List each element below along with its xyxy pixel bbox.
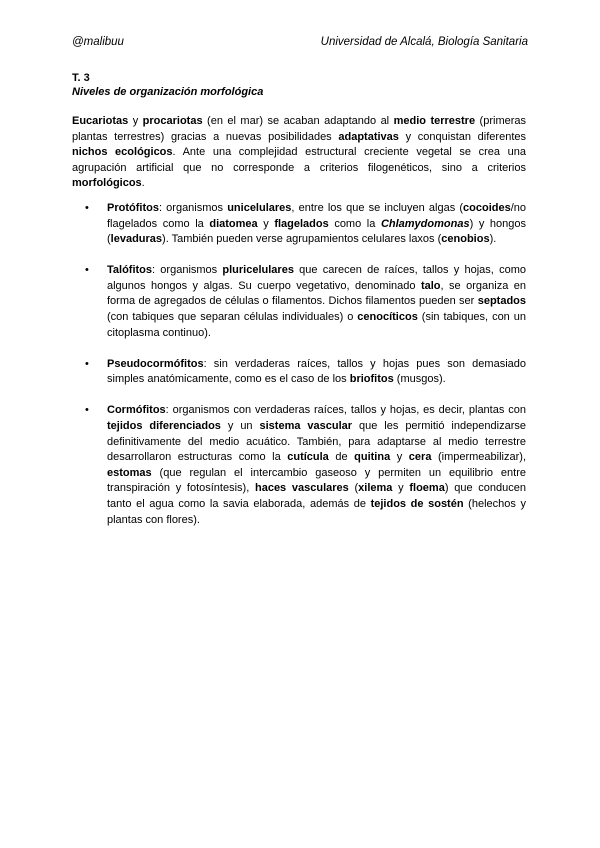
list-item-cormofitos <box>72 403 526 528</box>
text-run: y <box>128 115 143 127</box>
text-run: y <box>390 451 409 464</box>
bold-term: procariotas <box>142 115 203 127</box>
text-run: que les permitió independizarse definitivamente del medio acuático. También, para adaptarse al medio terrestre desarrollaron estructuras como la <box>107 420 526 464</box>
text-run: y <box>257 217 275 230</box>
bold-term: flagelados <box>274 217 329 230</box>
bold-term: tejidos de sostén <box>370 498 464 510</box>
bold-term: septados <box>477 295 526 308</box>
text-run: : organismos <box>158 202 228 214</box>
list-item-pseudocormofitos <box>72 357 526 388</box>
text-run: (musgos). <box>393 373 446 386</box>
text-run: , se organiza en forma de agregados de células o filamentos. Dichos filamentos pueden ser <box>107 279 527 308</box>
bold-term: haces vasculares <box>254 482 349 495</box>
text-run: : organismos con verdaderas raíces, tallos y hojas, es decir, plantas con <box>165 404 526 417</box>
text-run: ( <box>348 482 359 495</box>
bold-term: adaptativas <box>338 130 399 143</box>
bold-term: Pseudocormófitos <box>107 357 204 370</box>
bullet-icon: • <box>85 357 89 370</box>
bold-term: cutícula <box>287 451 329 464</box>
text-run: (helechos y plantas con flores). <box>107 498 526 526</box>
bold-term: quitina <box>354 451 391 464</box>
text-run: y un <box>220 420 260 433</box>
text-run: : organismos <box>152 264 223 277</box>
title-block <box>72 71 263 99</box>
bullet-icon: • <box>85 202 89 214</box>
topic-number: T. 3 <box>72 72 90 84</box>
bold-term: levaduras <box>110 233 163 246</box>
text-run: como la <box>328 217 381 230</box>
intro-paragraph <box>72 114 526 192</box>
bold-term: cocoides <box>463 202 511 214</box>
bold-term: Eucariotas <box>72 115 129 127</box>
bold-term: morfológicos <box>72 177 142 190</box>
topic-title: Niveles de organización morfológica <box>72 86 264 98</box>
bold-term: cera <box>408 451 432 464</box>
text-run: (primeras plantas terrestres) gracias a nuevas posibilidades <box>72 115 527 143</box>
page-header <box>72 36 528 48</box>
bold-term: briofitos <box>349 373 394 386</box>
bold-term: floema <box>409 482 445 495</box>
text-run: (sin tabiques, con un citoplasma continuo). <box>107 311 526 339</box>
text-run: /no flagelados como la <box>107 202 527 230</box>
text-run: que carecen de raíces, tallos y hojas, como algunos hongos y algas. Su cuerpo vegetativo, denominado <box>107 264 526 292</box>
organization-levels-list <box>72 201 526 544</box>
text-run: y conquistan diferentes <box>398 130 526 143</box>
text-run: y <box>392 482 410 495</box>
bold-term: medio terrestre <box>393 115 476 127</box>
bullet-icon: • <box>85 404 89 417</box>
bold-term: tejidos diferenciados <box>107 420 221 433</box>
author-handle: @malibuu <box>72 36 124 48</box>
text-run: , entre los que se incluyen algas ( <box>291 202 464 214</box>
species-name: Chlamydomonas <box>380 217 470 230</box>
text-run: ). <box>489 233 497 246</box>
course-label: Universidad de Alcalá, Biología Sanitaria <box>320 36 528 48</box>
bold-term: cenocíticos <box>357 311 418 324</box>
text-run: . <box>141 177 145 190</box>
list-item-protofitos <box>72 201 526 248</box>
text-run: (que regulan el intercambio gaseoso y permiten un equilibrio entre transpiración y fotosíntesis), <box>107 466 526 495</box>
bold-term: unicelulares <box>227 202 292 214</box>
bold-term: estomas <box>107 466 152 479</box>
text-run: . Ante una complejidad estructural creciente vegetal se crea una agrupación artificial que no corresponde a criterios filogenéticos, sino a criterios <box>72 146 527 174</box>
bold-term: Cormófitos <box>107 404 166 417</box>
bold-term: Talófitos <box>107 264 153 277</box>
bold-term: nichos ecológicos <box>72 146 173 159</box>
text-run: : sin verdaderas raíces, tallos y hojas pues son demasiado simples anatómicamente, como es el caso de los <box>107 357 526 386</box>
list-item-talofitos <box>72 263 526 341</box>
bold-term: sistema vascular <box>259 420 353 433</box>
text-run: ). También pueden verse agrupamientos celulares laxos ( <box>162 233 442 246</box>
bold-term: talo <box>420 279 441 292</box>
bold-term: cenobios <box>441 233 490 246</box>
text-run: ) y hongos ( <box>107 217 526 246</box>
text-run: ) que conducen tanto el agua como la savia elaborada, además de <box>107 482 526 510</box>
bold-term: xilema <box>358 482 393 495</box>
text-run: de <box>328 451 355 464</box>
text-run: (con tabiques que separan células individuales) o <box>107 311 358 324</box>
text-run: (impermeabilizar), <box>431 451 526 464</box>
bullet-icon: • <box>85 264 89 277</box>
bold-term: diatomea <box>209 217 258 230</box>
bold-term: pluricelulares <box>222 264 294 277</box>
text-run: (en el mar) se acaban adaptando al <box>202 115 394 127</box>
bold-term: Protófitos <box>107 202 159 214</box>
